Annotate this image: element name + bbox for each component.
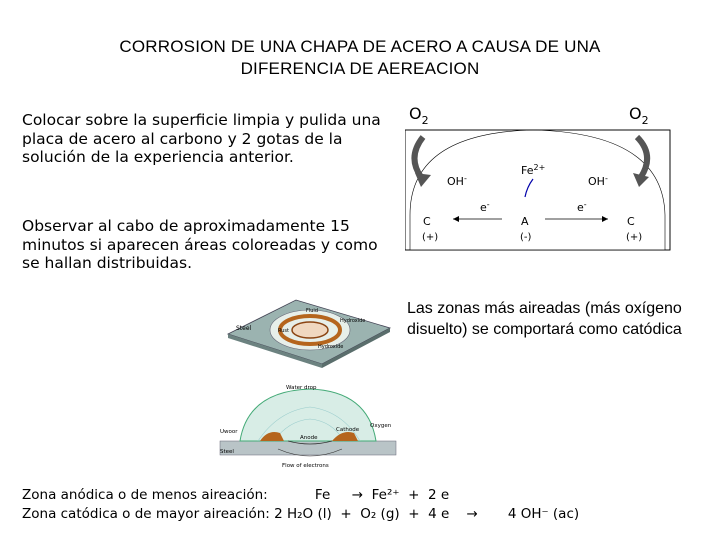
figure-top-label-steel: Steel bbox=[236, 325, 252, 332]
o2-left-label: $O_2$ bbox=[409, 104, 429, 127]
water-drop-cross-section-figure bbox=[218, 383, 398, 469]
title-line-2: DIFERENCIA DE AEREACION bbox=[240, 59, 480, 78]
o2-right-label: $O_2$ bbox=[629, 104, 649, 127]
figure-top-label-hydroxide-1: Hydroxide bbox=[340, 318, 366, 324]
figure-top-label-fluid: Fluid bbox=[306, 308, 318, 314]
figure-bottom-label-anode: Anode bbox=[300, 435, 318, 441]
instruction-paragraph-2: Observar al cabo de aproximadamente 15 minutos si aparecen áreas coloreadas y como se hallan distribuidas. bbox=[22, 217, 378, 272]
electron-left-label: e- bbox=[480, 200, 490, 214]
steel-plate-figure bbox=[218, 292, 398, 372]
instruction-paragraph-1: Colocar sobre la superficie limpia y pulida una placa de acero al carbono y 2 gotas de la solución de la experiencia anterior. bbox=[22, 111, 381, 166]
figure-bottom-label-uwoor: Uwoor bbox=[220, 429, 238, 435]
figure-bottom-label-oxygen: Oxygen bbox=[370, 423, 392, 429]
cathode-left-label: C bbox=[423, 215, 431, 228]
anode-sign: (-) bbox=[520, 232, 532, 243]
oxygen-arrow-left bbox=[414, 137, 423, 177]
electron-right-label: e- bbox=[577, 200, 587, 214]
title-line-1: CORROSION DE UNA CHAPA DE ACERO A CAUSA DE UNA bbox=[119, 37, 601, 56]
figure-top-label-hydroxide-2: Hydroxide bbox=[318, 344, 344, 350]
oh-right-label: OH- bbox=[588, 174, 608, 188]
cathode-right-label: C bbox=[627, 215, 635, 228]
fe-ion-label: $Fe^{2+}$ bbox=[521, 163, 546, 177]
page-title bbox=[40, 36, 680, 80]
cathodic-reaction: Zona catódica o de mayor aireación: 2 H₂O (l) + O₂ (g) + 4 e → 4 OH⁻ (ac) bbox=[22, 506, 580, 522]
figure-top-label-rust: Rust bbox=[278, 328, 289, 334]
figure-bottom-label-water-drop: Water drop bbox=[286, 385, 317, 391]
oh-left-label: OH- bbox=[447, 174, 467, 188]
anode-label: A bbox=[521, 215, 529, 228]
cathodic-zone-note: Las zonas más aireadas (más oxígeno disuelto) se comportará como catódica bbox=[407, 300, 682, 338]
cathode-left-sign: (+) bbox=[422, 232, 439, 243]
figure-bottom-label-electron-flow: Flow of electrons bbox=[282, 463, 329, 469]
anodic-reaction: Zona anódica o de menos aireación: Fe → Fe²⁺ + 2 e bbox=[22, 487, 450, 503]
figure-bottom-label-steel: Steel bbox=[220, 449, 234, 455]
aeration-cell-diagram bbox=[405, 95, 675, 255]
cathode-right-sign: (+) bbox=[626, 232, 643, 243]
figure-bottom-label-cathode: Cathode bbox=[336, 427, 360, 433]
